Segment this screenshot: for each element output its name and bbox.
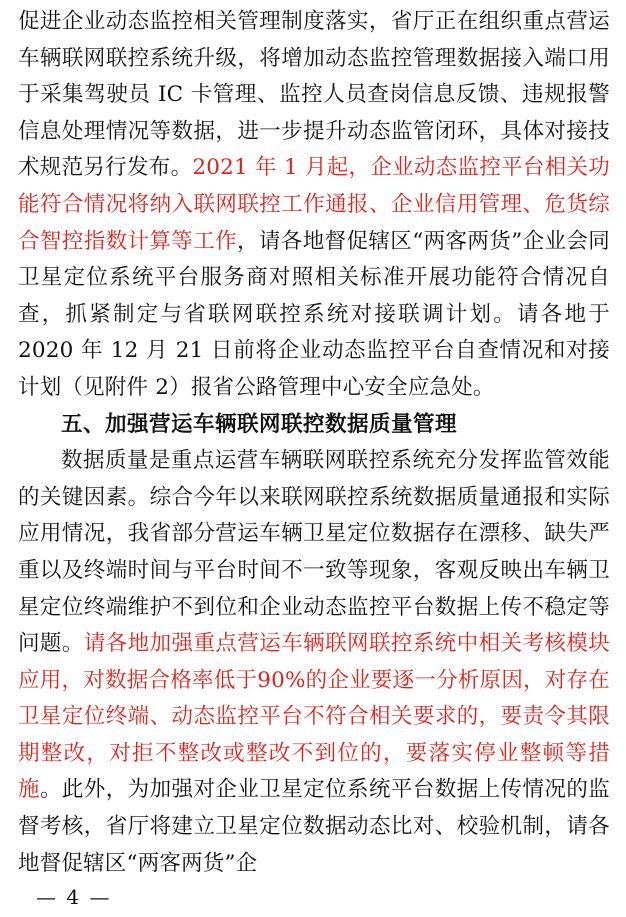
paragraph-2-highlight: 请各地加强重点营运车辆联网联控系统中相关考核模块应用，对数据合格率低于90%的企业要逐一分析原因，对存在卫星定位终端、动态监控平台不符合相关要求的，要责令其限期整改，对拒不整改或整改不到位的，要落实停业整顿等措施 xyxy=(18,631,610,803)
paragraph-1-text-end: ，请各地督促辖区“两客两货”企业会同卫星定位系统平台服务商对照相关标准开展功能符合情况自查，抓紧制定与省联网联控系统对接联调计划。请各地于 2020 年 12 月 21 日前将企业动态监控平台自查情况和对接计划（见附件 2）报省公路管理中心安全应急处。 xyxy=(18,228,610,400)
page-number: — 4 — xyxy=(36,885,112,909)
paragraph-continued xyxy=(18,4,610,407)
paragraph-1-highlight: 2021 年 1 月起，企业动态监控平台相关功能符合情况将纳入联网联控工作通报、企业信用管理、危货综合智控指数计算等工作 xyxy=(18,155,610,254)
paragraph-1-text: 促进企业动态监控相关管理制度落实，省厅正在组织重点营运车辆联网联控系统升级，将增加动态监控管理数据接入端口用于采集驾驶员 IC 卡管理、监控人员查岗信息反馈、违规报警信息处理情况等数据，进一步提升动态监管闭环，具体对接技术规范另行发布。 xyxy=(18,9,610,181)
paragraph-2-text: 数据质量是重点运营车辆联网联控系统充分发挥监管效能的关键因素。综合今年以来联网联控系统数据质量通报和实际应用情况，我省部分营运车辆卫星定位数据存在漂移、缺失严重以及终端时间与平台时间不一致等现象，客观反映出车辆卫星定位终端维护不到位和企业动态监控平台数据上传不稳定等问题。 xyxy=(18,448,610,657)
section-heading: 五、加强营运车辆联网联控数据质量管理 xyxy=(61,411,458,437)
paragraph-2-text-end: 。此外，为加强对企业卫星定位系统平台数据上传情况的监督考核，省厅将建立卫星定位数据动态比对、校验机制，请各地督促辖区“两客两货”企 xyxy=(18,777,610,876)
document-page xyxy=(18,4,610,882)
paragraph-data-quality xyxy=(18,443,610,882)
